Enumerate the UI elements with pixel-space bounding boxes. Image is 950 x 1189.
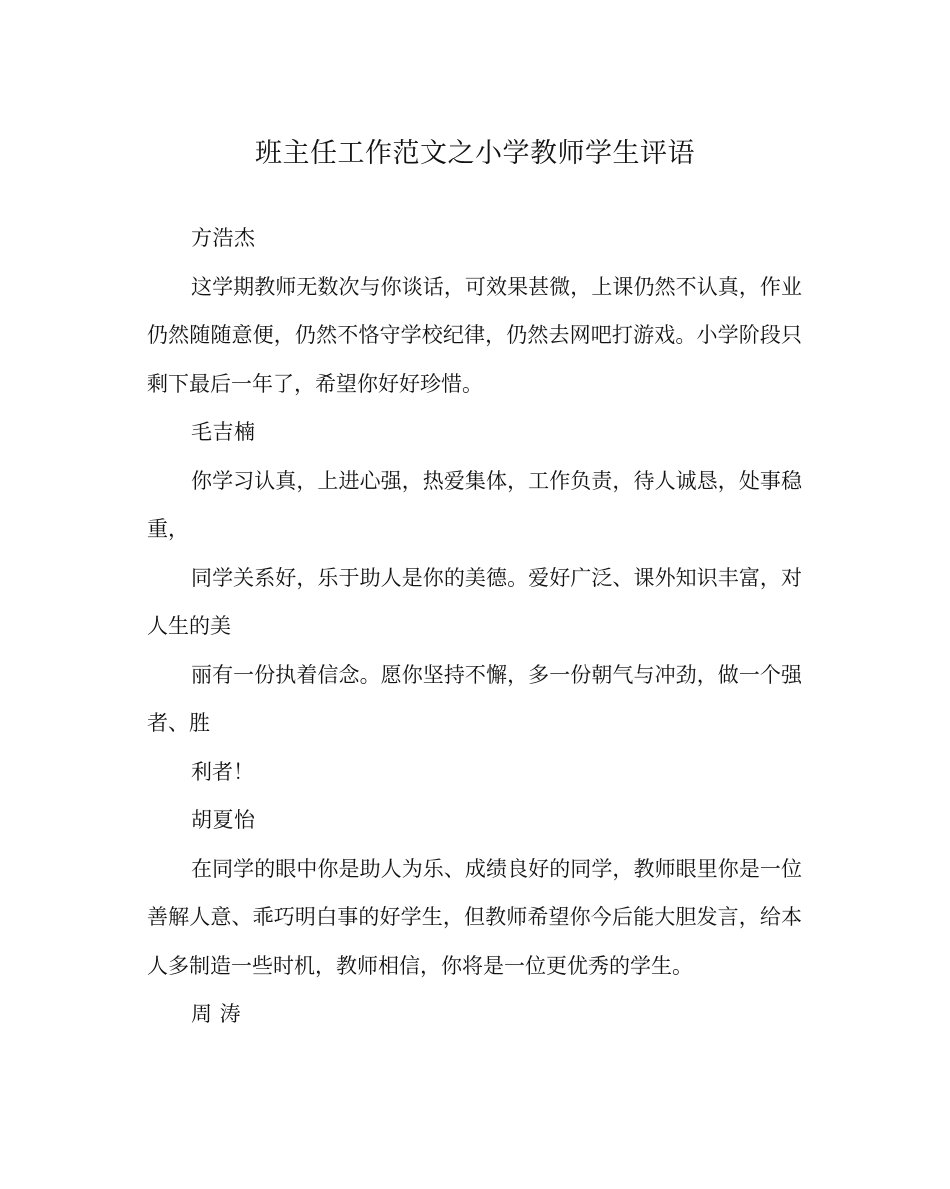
document-title: 班主任工作范文之小学教师学生评语 bbox=[255, 138, 695, 169]
comment-paragraph: 利者！ bbox=[191, 759, 254, 784]
student-name: 胡夏怡 bbox=[191, 808, 256, 832]
comment-paragraph: 这学期教师无数次与你谈话，可效果甚微，上课仍然不认真，作业仍然随随意便，仍然不恪守学校纪律，仍然去网吧打游戏。小学阶段只剩下最后一年了，希望你好好珍惜。 bbox=[147, 274, 802, 396]
comment-paragraph: 丽有一份执着信念。愿你坚持不懈，多一份朝气与冲劲，做一个强者、胜 bbox=[147, 662, 802, 735]
student-name: 方浩杰 bbox=[191, 226, 256, 250]
document-body bbox=[147, 214, 802, 1039]
student-name: 周 涛 bbox=[191, 1002, 242, 1026]
comment-paragraph: 你学习认真，上进心强，热爱集体，工作负责，待人诚恳，处事稳重， bbox=[147, 468, 802, 541]
comment-paragraph: 在同学的眼中你是助人为乐、成绩良好的同学，教师眼里你是一位善解人意、乖巧明白事的好学生，但教师希望你今后能大胆发言，给本人多制造一些时机，教师相信，你将是一位更优秀的学生。 bbox=[147, 856, 802, 978]
student-name: 毛吉楠 bbox=[191, 420, 256, 444]
comment-paragraph: 同学关系好，乐于助人是你的美德。爱好广泛、课外知识丰富，对人生的美 bbox=[147, 565, 802, 638]
